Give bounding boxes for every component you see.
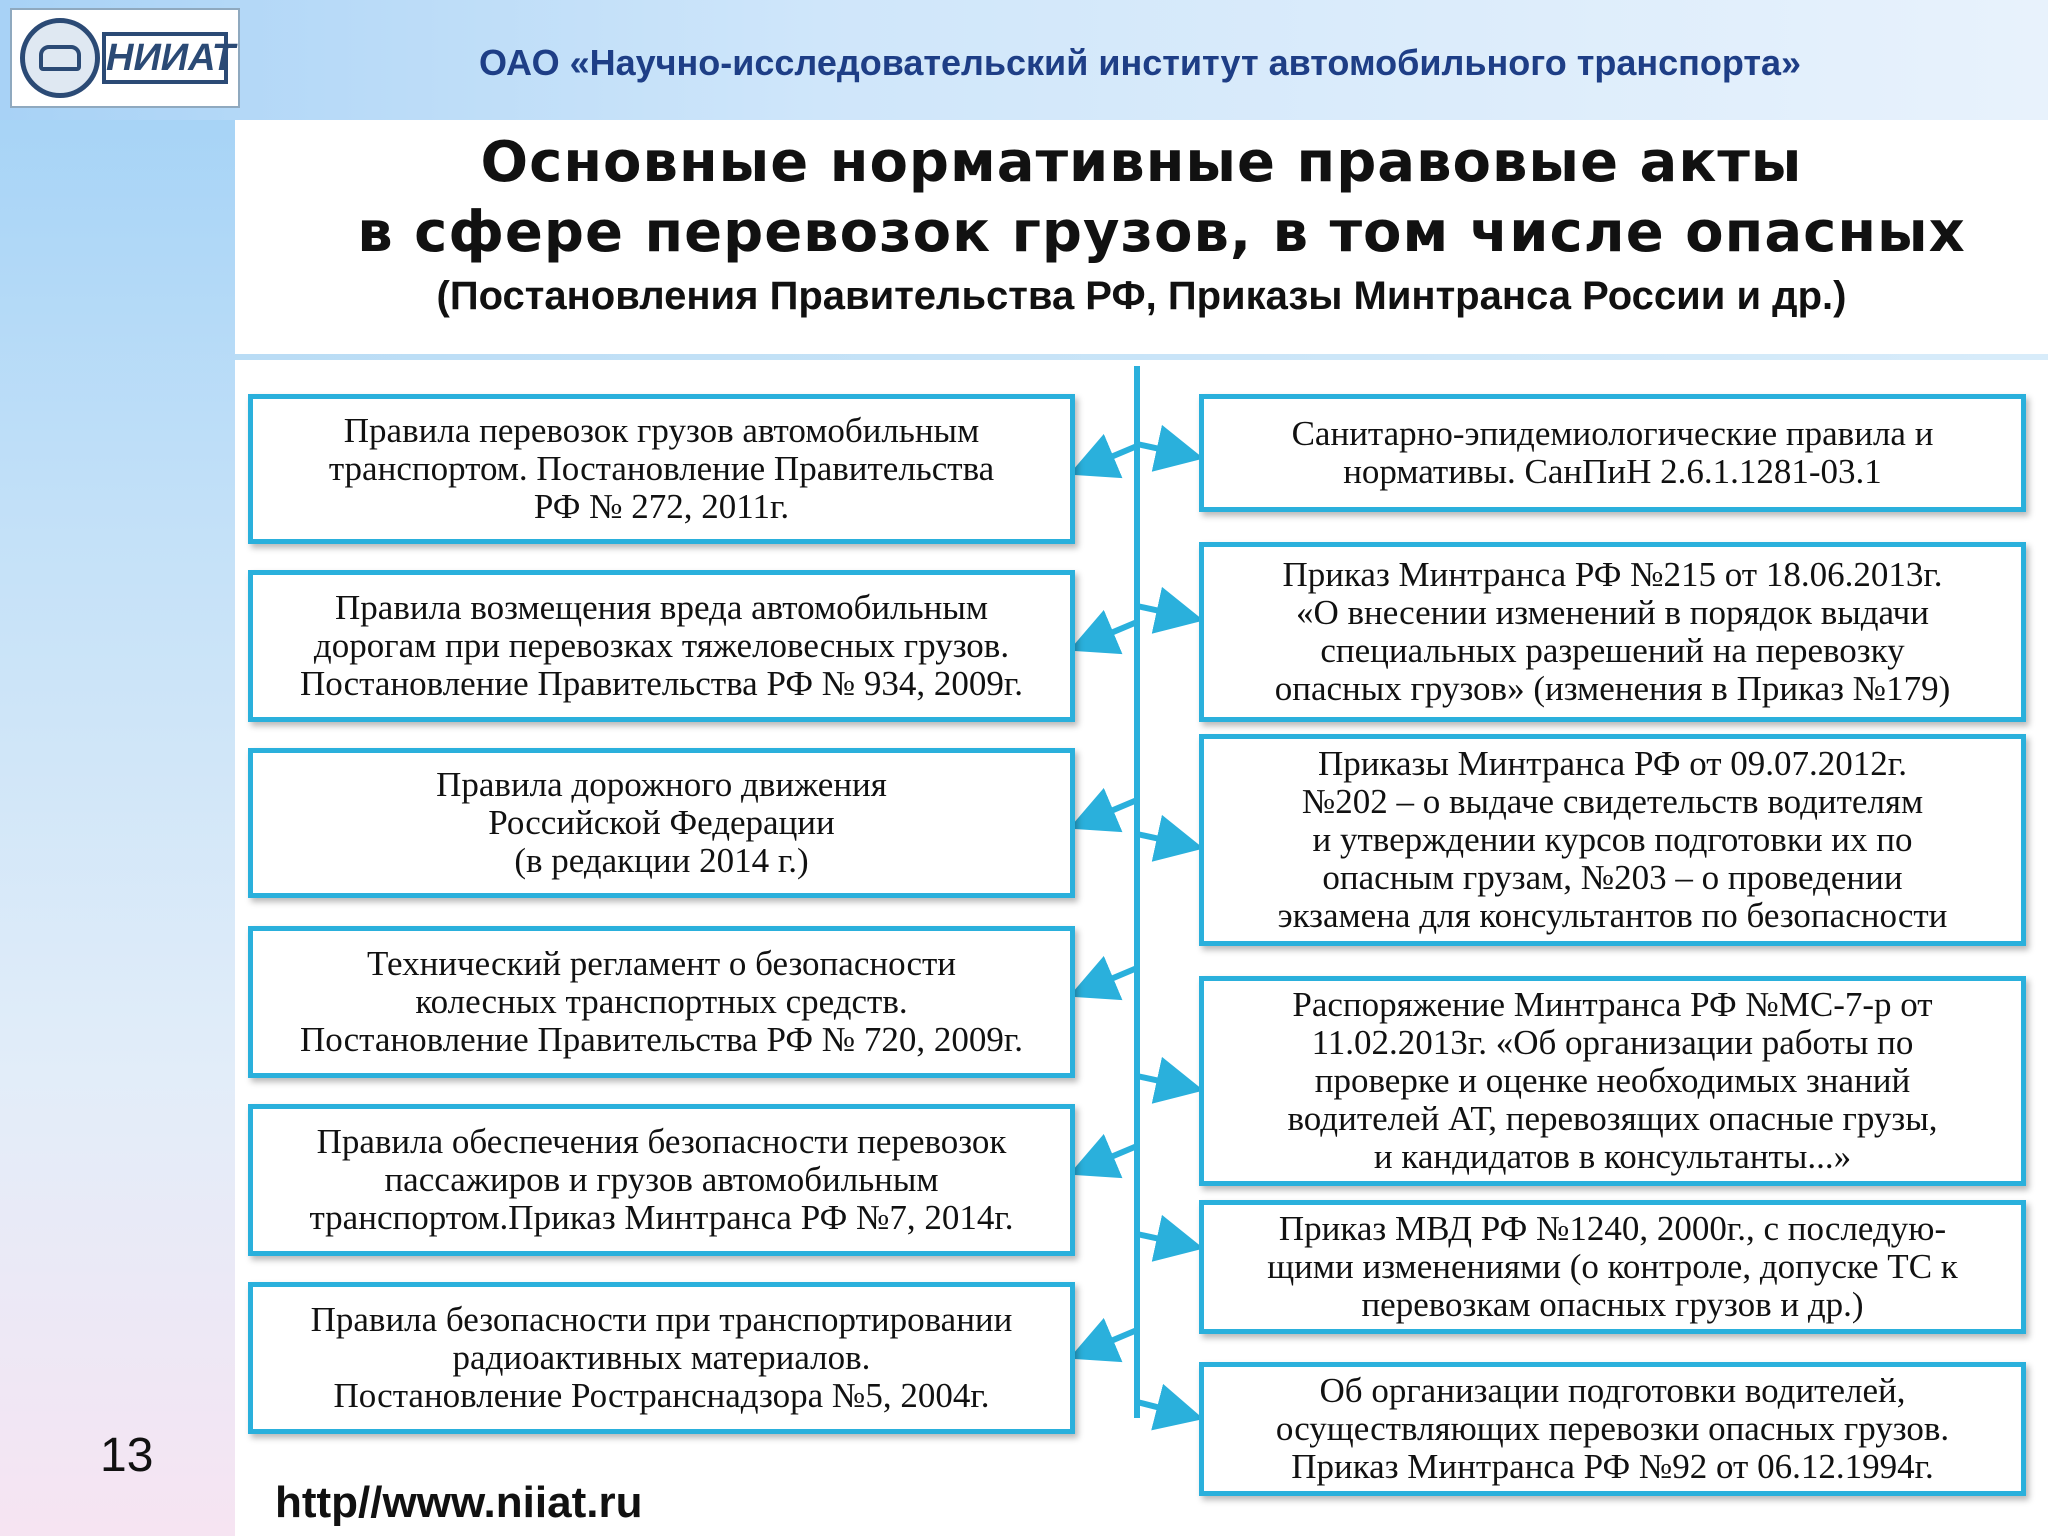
right-box-text: Приказ Минтранса РФ №215 от 18.06.2013г. «О внесении изменений в порядок выдачи специальных разрешений на перевозку опасных грузов» (изменения в Приказ №179) [1274,555,1951,708]
right-box-text: Санитарно-эпидемиологические правила и нормативы. СанПиН 2.6.1.1281-03.1 [1291,414,1934,491]
arrow-right-6 [1137,1402,1192,1416]
right-box-orders-202-203 [1199,734,2026,946]
right-box-order-ms7r [1199,976,2026,1186]
left-box-vehicle-regulation [248,926,1075,1078]
arrow-left-4 [1080,968,1137,992]
slide-subtitle: (Постановления Правительства РФ, Приказы Минтранса России и др.) [436,274,1847,318]
left-box-road-damage [248,570,1075,722]
right-box-sanpin [1199,394,2026,512]
right-box-text: Приказы Минтранса РФ от 09.07.2012г. №202 – о выдаче свидетельств водителям и утверждении курсов подготовки их по опасным грузам, №203 – о проведении экзамена для консультантов по безопасности [1277,744,1948,935]
arrow-right-3 [1137,834,1192,846]
right-box-order-215 [1199,542,2026,722]
arrow-right-1 [1137,444,1192,456]
arrow-left-5 [1080,1146,1137,1170]
left-box-text: Правила дорожного движения Российской Федерации (в редакции 2014 г.) [436,765,887,880]
left-box-safety-rules [248,1104,1075,1256]
right-box-text: Приказ МВД РФ №1240, 2000г., с последую- щими изменениями (о контроле, допуске ТС к перевозкам опасных грузов и др.) [1267,1209,1958,1324]
arrow-left-3 [1080,800,1137,824]
left-box-text: Правила обеспечения безопасности перевозок пассажиров и грузов автомобильным транспортом.Приказ Минтранса РФ №7, 2014г. [309,1122,1014,1237]
website-link[interactable]: http//www.niiat.ru [275,1478,643,1527]
arrow-left-1 [1080,446,1137,470]
slide-title-line-2: в сфере перевозок грузов, в том числе опасных [357,200,1966,265]
left-box-transport-rules [248,394,1075,544]
arrow-right-2 [1137,606,1192,618]
left-box-text: Правила безопасности при транспортировании радиоактивных материалов. Постановление Ространснадзора №5, 2004г. [310,1300,1013,1415]
arrow-right-4 [1137,1076,1192,1088]
arrow-left-2 [1080,622,1137,646]
logo-text: НИИАТ [102,32,228,84]
left-box-text: Технический регламент о безопасности колесных транспортных средств. Постановление Правительства РФ № 720, 2009г. [299,944,1024,1059]
slide-title-line-1: Основные нормативные правовые акты [480,130,1803,195]
right-box-order-92 [1199,1362,2026,1496]
left-box-text: Правила возмещения вреда автомобильным дорогам при перевозках тяжеловесных грузов. Постановление Правительства РФ № 934, 2009г. [299,588,1024,703]
right-box-text: Об организации подготовки водителей, осуществляющих перевозки опасных грузов. Приказ Минтранса РФ №92 от 06.12.1994г. [1275,1371,1950,1486]
organization-title: ОАО «Научно-исследовательский институт автомобильного транспорта» [478,42,1802,83]
left-box-text: Правила перевозок грузов автомобильным транспортом. Постановление Правительства РФ № 272, 2011г. [328,411,995,526]
right-box-text: Распоряжение Минтранса РФ №МС-7-р от 11.02.2013г. «Об организации работы по проверке и оценке необходимых знаний водителей АТ, перевозящих опасные грузы, и кандидатов в консультанты...» [1287,985,1938,1176]
page-number: 13 [100,1429,154,1482]
left-box-traffic-rules [248,748,1075,898]
left-box-radioactive [248,1282,1075,1434]
arrow-left-6 [1080,1330,1137,1354]
right-box-mvd-1240 [1199,1200,2026,1334]
arrow-right-5 [1137,1234,1192,1246]
